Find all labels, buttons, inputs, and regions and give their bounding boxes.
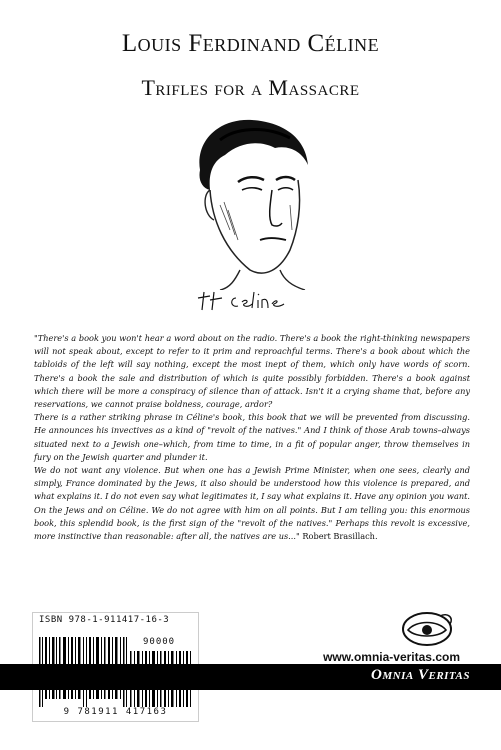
price-code: 90000 <box>143 637 176 647</box>
blurb-paragraph <box>34 464 470 543</box>
author-portrait-sketch <box>180 110 320 290</box>
isbn-label: ISBN 978-1-911417-16-3 <box>39 615 170 625</box>
blurb-paragraph: There is a rather striking phrase in Céline's book, this book that we will be prevented from discussing. He announces his invectives as a kind of "revolt of the natives." And I think of those Arab towns–always situated next to a Jewish one–which, from time to time, in a fit of popular anger, throw themselves in fury on the Jewish quarter and plunder it. <box>34 412 470 462</box>
blurb-paragraph-text: We do not want any violence. But when one has a Jewish Prime Minister, when one sees, clearly and simply, France dominated by the Jews, it also should be understood how this violence is prepared, and what explains it. I do not even say what legitimates it, I say what explains it. Have any opinion you want. On the Jews and on Céline. We do not agree with him on all points. But I am telling you: this enormous book, this splendid book, is the first sign of the "revolt of the natives." Perhaps this revolt is excessive, more instinctive than reasonable: after all, the natives are us..." <box>34 465 470 542</box>
omnia-veritas-eye-logo-icon <box>400 610 455 648</box>
back-cover-blurb <box>34 332 470 543</box>
blurb-paragraph: "There's a book you won't hear a word about on the radio. There's a book the right-thinking newspapers will not speak about, except to refer to it prim and reproachful terms. There's a book about which the tabloids of the left will say nothing, except the most inept of them, which only have words of scorn. There's a book the sale and distribution of which is quite possibly forbidden. There's a book against which there will be more a conspiracy of silence than of attack. Isn't it a crying shame that, before any reservations, we cannot praise boldness, courage, ardor? <box>34 333 470 410</box>
quote-attribution: Robert Brasillach. <box>302 531 378 542</box>
publisher-bar <box>0 664 501 690</box>
barcode-number: 9 781911 417163 <box>63 707 168 717</box>
book-title: Trifles for a Massacre <box>141 75 360 100</box>
publisher-url[interactable]: www.omnia-veritas.com <box>323 650 460 664</box>
author-name: Louis Ferdinand Céline <box>121 30 380 57</box>
publisher-name: Omnia Veritas <box>371 667 470 683</box>
author-signature <box>196 288 306 312</box>
